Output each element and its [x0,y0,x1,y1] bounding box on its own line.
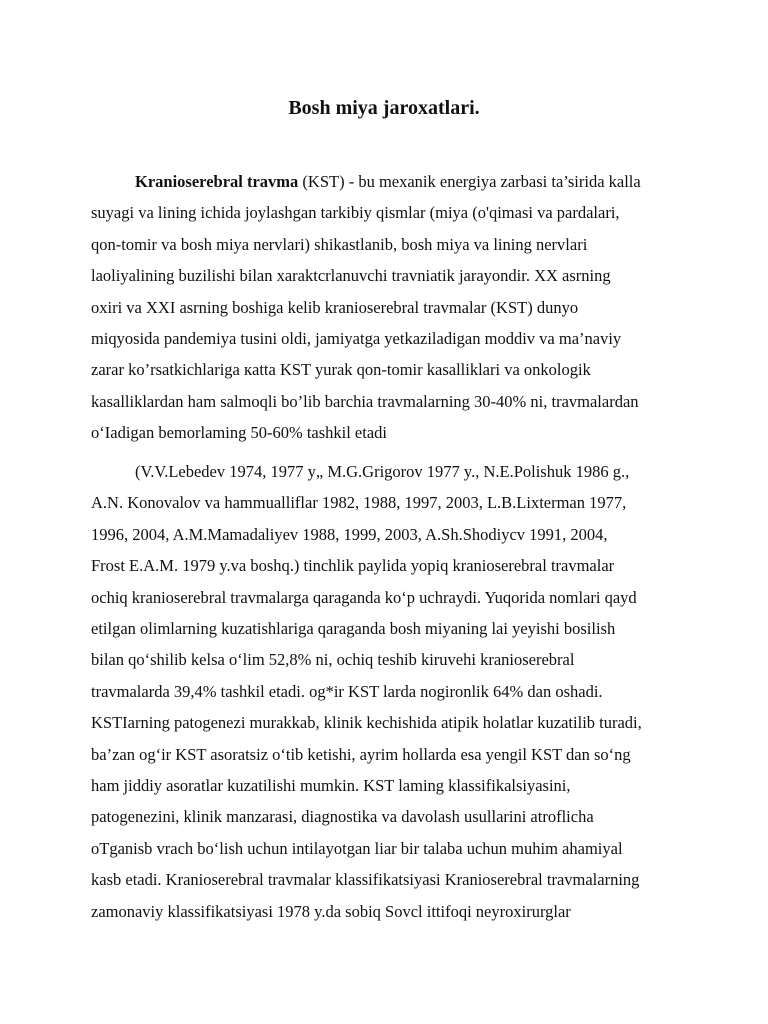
paragraph-2 [91,456,686,927]
paragraph-line: patogenezini, klinik manzarasi, diagnostika va davolash usullarini atroflicha [91,807,594,827]
paragraph-line: etilgan olimlarning kuzatishlariga qaraganda bosh miyaning lai yeyishi bosilish [91,619,616,639]
paragraph-line: zarar ko’rsatkichlariga кatta KST yurak qon-tomir kasalliklari va onkologik [91,360,591,380]
paragraph-line: oxiri va XXI asrning boshiga kelib kranioserebral travmalar (KST) dunyo [91,297,579,317]
paragraph-line: oTganisb vrach bo‘lish uchun intilayotgan liar bir talaba uchun muhim ahamiyal [91,838,623,858]
lead-term: Kranioserebral travma [135,172,299,191]
line-text: (KST) - bu mexanik energiya zarbasi ta’sirida kalla [298,172,641,191]
paragraph-1 [91,166,686,449]
paragraph-line: travmalarda 39,4% tashkil etadi. og*ir KST larda nogironlik 64% dan oshadi. [91,681,603,701]
document-title: Bosh miya jaroxatlari. [288,97,480,119]
paragraph-line: o‘Iadigan bemorlaming 50-60% tashkil etadi [91,423,388,443]
paragraph-line: miqyosida pandemiya tusini oldi, jamiyatga yetkaziladigan moddiv va ma’naviy [91,329,622,349]
paragraph-line: 1996, 2004, A.M.Mamadaliyev 1988, 1999, 2003, A.Sh.Shodiycv 1991, 2004, [91,524,608,544]
paragraph-line [91,166,686,197]
paragraph-line: qon-tomir va bosh miya nervlari) shikastlanib, bosh miya va lining nervlari [91,234,588,254]
paragraph-line: laoliyalining buzilishi bilan xaraktcrlanuvchi travniatik jarayondir. XX asrning [91,266,611,286]
paragraph-line: (V.V.Lebedev 1974, 1977 y„ M.G.Grigorov 1977 y., N.E.Polishuk 1986 g., [135,462,630,481]
paragraph-line: bilan qo‘shilib kelsa o‘lim 52,8% ni, ochiq teshib kiruvehi kranioserebral [91,650,575,670]
paragraph-line: ochiq kranioserebral travmalarga qaraganda ko‘p uchraydi. Yuqorida nomlari qayd [91,587,637,607]
paragraph-line: ham jiddiy asoratlar kuzatilishi mumkin. KST laming klassifikalsiyasini, [91,776,571,796]
paragraph-line: suyagi va lining ichida joylashgan tarkibiy qismlar (miya (o'qimasi va pardalari, [91,203,620,223]
paragraph-line: ba’zan og‘ir KST asoratsiz o‘tib ketishi, ayrim hollarda esa yengil KST dan so‘ng [91,744,631,764]
paragraph-line: Frost E.A.M. 1979 y.va boshq.) tinchlik paylida yopiq kranioserebral travmalar [91,556,615,576]
paragraph-line: kasb etadi. Kranioserebral travmalar klassifikatsiyasi Kranioserebral travmalarning [91,870,640,890]
paragraph-line: A.N. Konovalov va hammualliflar 1982, 1988, 1997, 2003, L.B.Lixterman 1977, [91,493,627,513]
paragraph-line: zamonaviy klassifikatsiyasi 1978 y.da sobiq Sovcl ittifoqi neyroxirurglar [91,901,571,921]
paragraph-line: KSTIarning patogenezi murakkab, klinik kechishida atipik holatlar kuzatilib turadi, [91,713,642,733]
paragraph-line: kasalliklardan ham salmoqli bo’lib barchia travmalarning 30-40% ni, travmalardan [91,391,639,411]
